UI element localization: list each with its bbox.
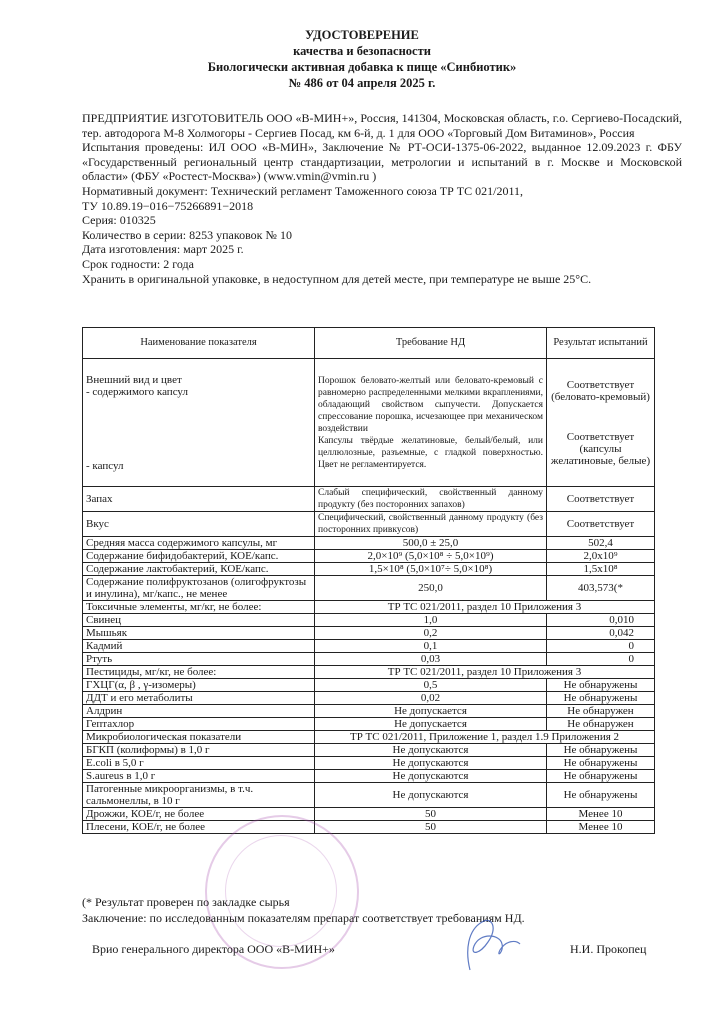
cell-requirement: 0,03 — [315, 653, 547, 666]
cell-result: Соответствует — [547, 487, 655, 512]
table-row — [83, 487, 655, 512]
cell-result: 0 — [547, 653, 655, 666]
cell-result: Не обнаружены — [547, 770, 655, 783]
micro-header-value: ТР ТС 021/2011, Приложение 1, раздел 1.9 Приложения 2 — [315, 731, 655, 744]
cell-requirement: Не допускается — [315, 718, 547, 731]
table-row — [83, 640, 655, 653]
signer-title: Врио генерального директора ООО «В-МИН+» — [92, 942, 335, 956]
cell-name: Плесени, КОЕ/г, не более — [83, 821, 315, 834]
pest-header-name: Пестициды, мг/кг, не более: — [83, 666, 315, 679]
table-row — [83, 692, 655, 705]
quality-table — [82, 327, 655, 834]
micro-rows — [83, 744, 655, 834]
cell-result: 0 — [547, 640, 655, 653]
cell-result: Не обнаружен — [547, 718, 655, 731]
appearance-res-cell — [547, 359, 655, 487]
cell-name: ДДТ и его метаболиты — [83, 692, 315, 705]
cell-result: Не обнаружен — [547, 705, 655, 718]
cell-name: Вкус — [83, 512, 315, 537]
table-row — [83, 705, 655, 718]
cell-name: ГХЦГ(α, β , γ-изомеры) — [83, 679, 315, 692]
footnote-text: (* Результат проверен по закладке сырья — [82, 895, 290, 909]
signature-mark — [440, 910, 550, 980]
appearance-sub2: - капсул — [86, 459, 124, 472]
quantity-text: Количество в серии: 8253 упаковок № 10 — [82, 227, 292, 242]
cell-requirement: Не допускаются — [315, 783, 547, 808]
cell-result: 1,5х10⁸ — [547, 563, 655, 576]
cell-result: Не обнаружены — [547, 679, 655, 692]
cell-name: Средняя масса содержимого капсулы, мг — [83, 537, 315, 550]
cell-result: 403,573(* — [547, 576, 655, 601]
tests-text: Испытания проведены: ИЛ ООО «В-МИН», Заключение № РТ-ОСИ-1375-06-2022, выданное 12.09.2023 г. ФБУ «Государственный региональный центр стандартизации, метрологии и испытаний в г. Москве и Московской области» (ФБУ «Ростест-Москва») (www.vmin@vmin.ru ) — [82, 140, 682, 184]
table-row — [83, 679, 655, 692]
pest-rows — [83, 679, 655, 731]
cell-result: Не обнаружены — [547, 757, 655, 770]
cell-name: Свинец — [83, 614, 315, 627]
cell-name: Гептахлор — [83, 718, 315, 731]
organoleptic-rows — [83, 487, 655, 601]
toxic-rows — [83, 614, 655, 666]
cell-name: Алдрин — [83, 705, 315, 718]
cell-requirement: 50 — [315, 808, 547, 821]
cell-requirement: 0,02 — [315, 692, 547, 705]
pest-header-row — [83, 666, 655, 679]
cell-name: E.coli в 5,0 г — [83, 757, 315, 770]
table-row — [83, 808, 655, 821]
cell-name: Дрожжи, КОЕ/г, не более — [83, 808, 315, 821]
cell-requirement: 1,0 — [315, 614, 547, 627]
cell-result: Соответствует — [547, 512, 655, 537]
cell-name: Кадмий — [83, 640, 315, 653]
cell-name: Содержание бифидобактерий, КОЕ/капс. — [83, 550, 315, 563]
conclusion-text: Заключение: по исследованным показателям препарат соответствует требованиям НД. — [82, 911, 525, 925]
manufacturer-text: ПРЕДПРИЯТИЕ ИЗГОТОВИТЕЛЬ ООО «В-МИН+», Россия, 141304, Московская область, г.о. Сергиево-Посадский, тер. автодорога М-8 Холмогоры - Сергиев Посад, км 6-й, д. 1 для ООО «Торговый Дом Витаминов», Россия — [82, 111, 682, 140]
table-row — [83, 770, 655, 783]
appearance-row — [83, 359, 655, 487]
toxic-header-name: Токсичные элементы, мг/кг, не более: — [83, 601, 315, 614]
table-row — [83, 718, 655, 731]
table-row — [83, 576, 655, 601]
col-header-name: Наименование показателя — [83, 328, 315, 359]
table-row — [83, 614, 655, 627]
doc-title: УДОСТОВЕРЕНИЕ — [305, 28, 419, 42]
cell-requirement: Специфический, свойственный данному продукту (без посторонних привкусов) — [315, 512, 547, 537]
cell-result: 0,042 — [547, 627, 655, 640]
cell-result: 2,0х10⁹ — [547, 550, 655, 563]
date-text: Дата изготовления: март 2025 г. — [82, 242, 244, 257]
product-title: Биологически активная добавка к пище «Синбиотик» — [207, 60, 517, 74]
cell-requirement: 250,0 — [315, 576, 547, 601]
doc-number: № 486 от 04 апреля 2025 г. — [288, 76, 436, 90]
cell-requirement: Не допускаются — [315, 744, 547, 757]
table-row — [83, 627, 655, 640]
signer-name: Н.И. Прокопец — [570, 942, 647, 956]
cell-name: Запах — [83, 487, 315, 512]
intro-block — [82, 111, 682, 286]
cell-requirement: Не допускаются — [315, 770, 547, 783]
cell-name: Ртуть — [83, 653, 315, 666]
cell-requirement: 0,1 — [315, 640, 547, 653]
table-row — [83, 744, 655, 757]
tu-text: ТУ 10.89.19−016−75266891−2018 — [82, 198, 254, 213]
toxic-header-row — [83, 601, 655, 614]
cell-result: Не обнаружены — [547, 783, 655, 808]
cell-result: Не обнаружены — [547, 744, 655, 757]
cell-requirement: 50 — [315, 821, 547, 834]
cell-requirement: 500,0 ± 25,0 — [315, 537, 547, 550]
table-row — [83, 821, 655, 834]
cell-result: Менее 10 — [547, 808, 655, 821]
cell-name: БГКП (колиформы) в 1,0 г — [83, 744, 315, 757]
cell-requirement: 0,2 — [315, 627, 547, 640]
appearance-req2: Капсулы твёрдые желатиновые, белый/белый, или целлюлозные, разъемные, с гладкой поверхностью. Цвет не регламентируется. — [318, 435, 543, 470]
appearance-req-cell — [315, 359, 547, 487]
cell-requirement: 2,0×10⁹ (5,0×10⁸ ÷ 5,0×10⁹) — [315, 550, 547, 563]
table-row — [83, 783, 655, 808]
table-row — [83, 512, 655, 537]
appearance-res2: Соответствует (капсулы желатиновые, белые) — [550, 430, 651, 467]
appearance-req1: Порошок беловато-желтый или беловато-кремовый с равномерно распределенными мелкими вкраплениями, обладающий свойством сыпучести. Допускается спрессование порошка, исчезающее при механическом воздействии — [318, 375, 543, 434]
appearance-name-cell — [83, 359, 315, 487]
cell-name: Содержание полифруктозанов (олигофруктозы и инулина), мг/капс., не менее — [83, 576, 315, 601]
micro-header-name: Микробиологическая показатели — [83, 731, 315, 744]
appearance-label: Внешний вид и цвет — [86, 373, 182, 386]
table-row — [83, 550, 655, 563]
table-header-row — [83, 328, 655, 359]
cell-name: Содержание лактобактерий, КОЕ/капс. — [83, 563, 315, 576]
cell-name: Мышьяк — [83, 627, 315, 640]
doc-subtitle: качества и безопасности — [293, 44, 431, 58]
appearance-sub1: - содержимого капсул — [86, 385, 188, 398]
series-text: Серия: 010325 — [82, 213, 156, 228]
cell-requirement: 0,5 — [315, 679, 547, 692]
shelf-life-text: Срок годности: 2 года — [82, 256, 194, 271]
cell-requirement: Не допускается — [315, 705, 547, 718]
cell-result: Менее 10 — [547, 821, 655, 834]
normative-text: Нормативный документ: Технический регламент Таможенного союза ТР ТС 021/2011, — [82, 183, 524, 198]
micro-header-row — [83, 731, 655, 744]
pest-header-value: ТР ТС 021/2011, раздел 10 Приложения 3 — [315, 666, 655, 679]
table-row — [83, 757, 655, 770]
toxic-header-value: ТР ТС 021/2011, раздел 10 Приложения 3 — [315, 601, 655, 614]
col-header-req: Требование НД — [315, 328, 547, 359]
storage-text: Хранить в оригинальной упаковке, в недоступном для детей месте, при температуре не выше 25°С. — [82, 271, 592, 286]
col-header-result: Результат испытаний — [547, 328, 655, 359]
cell-requirement: Слабый специфический, свойственный данному продукту (без посторонних запахов) — [315, 487, 547, 512]
cell-requirement: 1,5×10⁸ (5,0×10⁷÷ 5,0×10⁸) — [315, 563, 547, 576]
appearance-res1: Соответствует (беловато-кремовый) — [551, 378, 650, 403]
cell-name: S.aureus в 1,0 г — [83, 770, 315, 783]
table-row — [83, 653, 655, 666]
cell-requirement: Не допускаются — [315, 757, 547, 770]
table-row — [83, 537, 655, 550]
cell-result: Не обнаружены — [547, 692, 655, 705]
cell-result: 0,010 — [547, 614, 655, 627]
cell-name: Патогенные микроорганизмы, в т.ч. сальмонеллы, в 10 г — [83, 783, 315, 808]
table-row — [83, 563, 655, 576]
cell-result: 502,4 — [547, 537, 655, 550]
